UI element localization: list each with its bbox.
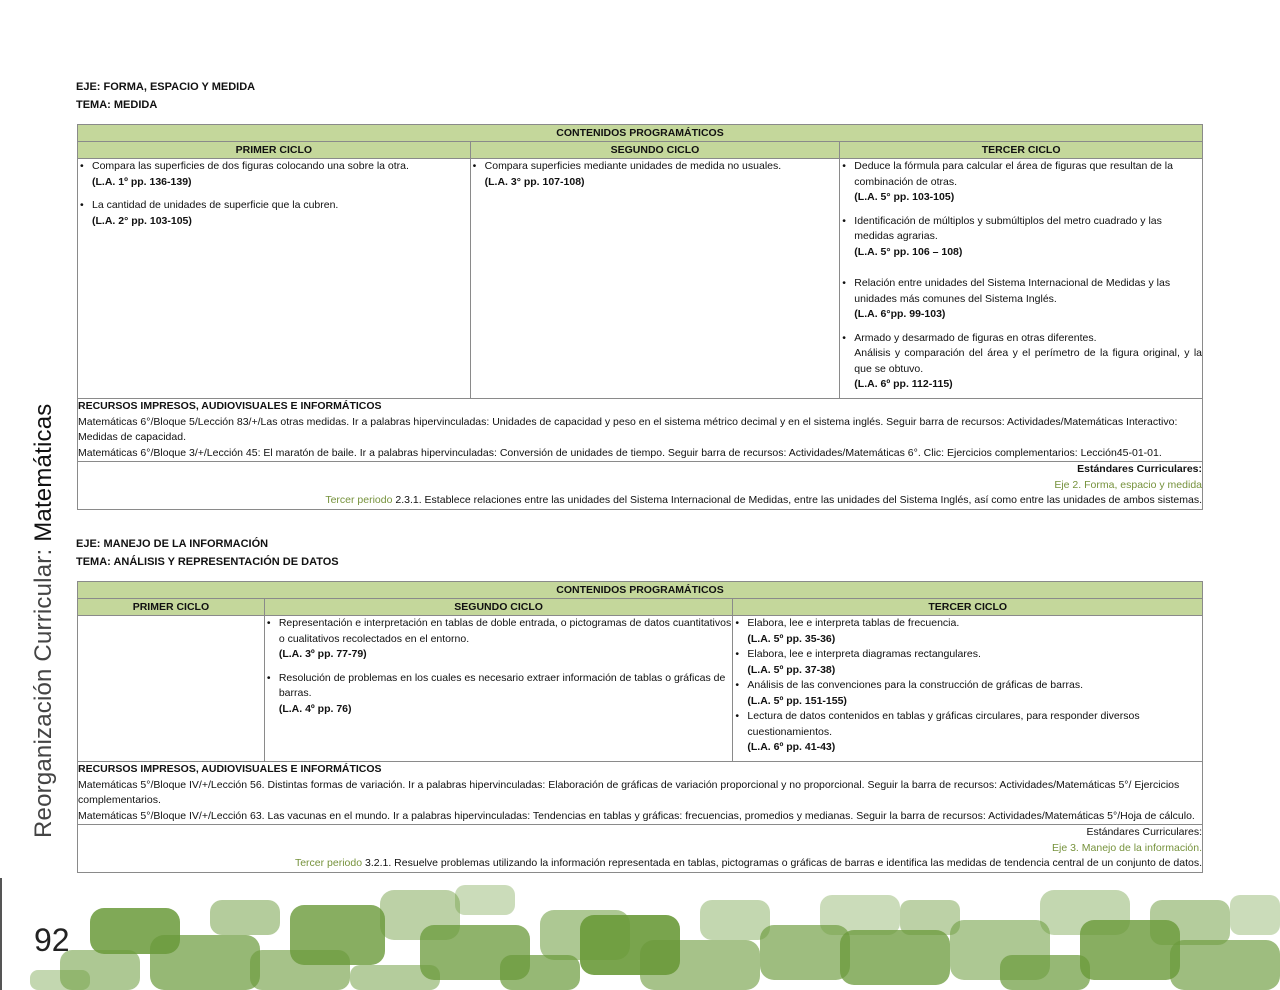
list-item: • Deduce la fórmula para calcular el área de figuras que resultan de la combinación de otras. (L.A. 5° pp. 103-105)	[840, 159, 1202, 206]
resource-item: Matemáticas 6°/Bloque 5/Lección 83/+/Las otras medidas. Ir a palabras hipervinculadas: Unidades de capacidad y peso en el sistema métrico decimal y en el sistema inglés. Seguir barra de recursos: Actividades/Matemáticas Interactivo: Medidas de capacidad.	[78, 415, 1178, 443]
sidebar-title: Reorganización Curricular: Matemáticas	[30, 403, 57, 838]
list-item: • Identificación de múltiplos y submúltiplos del metro cuadrado y las medidas agrarias. (L.A. 5° pp. 106 – 108)	[840, 214, 1202, 261]
section1-col2-cell	[470, 159, 840, 399]
section1-resources	[78, 399, 1203, 462]
section1-col3-cell	[840, 159, 1203, 399]
footer-decoration	[0, 880, 1280, 990]
standards-label: Estándares Curriculares:	[1086, 826, 1202, 838]
standards-period: Tercer periodo	[325, 494, 393, 506]
section2-col2-header: SEGUNDO CICLO	[264, 599, 733, 616]
section1-standards	[78, 462, 1203, 510]
page-number: 92	[34, 922, 70, 958]
section2-col2-cell	[264, 616, 733, 762]
resource-item: Matemáticas 5°/Bloque IV/+/Lección 63. Las vacunas en el mundo. Ir a palabras hipervinculadas: Tendencias en tablas y gráficas: frecuencias, promedios y medianas. Seguir la barra de recursos: Actividades/Matemáticas 5°/Hoja de cálculo.	[78, 809, 1195, 822]
standards-statement	[78, 856, 1202, 872]
section2-standards	[78, 825, 1203, 873]
section1-col3-header: TERCER CICLO	[840, 142, 1203, 159]
list-item: • Elabora, lee e interpreta diagramas rectangulares. (L.A. 5º pp. 37-38)	[733, 647, 1202, 678]
list-item: • Compara las superficies de dos figuras colocando una sobre la otra. (L.A. 1º pp. 136-139)	[78, 159, 470, 190]
section1-table	[77, 124, 1203, 510]
section2-resources	[78, 762, 1203, 825]
standards-eje: Eje 3. Manejo de la información.	[1052, 841, 1202, 854]
section2-col1-cell	[78, 616, 265, 762]
list-item: • Compara superficies mediante unidades de medida no usuales. (L.A. 3° pp. 107-108)	[471, 159, 840, 190]
resource-item: Matemáticas 6°/Bloque 3/+/Lección 45: El maratón de baile. Ir a palabras hipervinculadas: Conversión de unidades de tiempo. Seguir barra de recursos: Actividades/Matemáticas 6°. Clic: Ejercicios complementarios: Lección45-01-01.	[78, 446, 1162, 459]
standards-period: Tercer periodo	[294, 857, 363, 869]
section1-table-title: CONTENIDOS PROGRAMÁTICOS	[78, 125, 1203, 142]
list-item: • Elabora, lee e interpreta tablas de frecuencia. (L.A. 5º pp. 35-36)	[733, 616, 1202, 647]
section2-tema: TEMA: ANÁLISIS Y REPRESENTACIÓN DE DATOS	[76, 556, 339, 568]
section2-table	[77, 581, 1203, 873]
standards-text: 3.2.1. Resuelve problemas utilizando la información representada en tablas, pictogramas o gráficas de barras e identifica las medidas de tendencia central de un conjunto de datos.	[362, 857, 1202, 869]
section1-eje: EJE: FORMA, ESPACIO Y MEDIDA	[76, 81, 256, 93]
section2-col3-header: TERCER CICLO	[733, 599, 1203, 616]
standards-statement	[78, 493, 1202, 509]
resource-item: Matemáticas 5°/Bloque IV/+/Lección 56. Distintas formas de variación. Ir a palabras hipervinculadas: Elaboración de gráficas de variación proporcional y no proporcional. Seguir la barra de recursos: Actividades/Matemáticas 5°/ Ejercicios complementarios.	[78, 778, 1180, 806]
section1-col1-cell	[78, 159, 471, 399]
list-item: • La cantidad de unidades de superficie que la cubren. (L.A. 2° pp. 103-105)	[78, 198, 470, 229]
resources-title: RECURSOS IMPRESOS, AUDIOVISUALES E INFORMÁTICOS	[78, 763, 382, 775]
section1-col1-header: PRIMER CICLO	[78, 142, 471, 159]
standards-label: Estándares Curriculares:	[1077, 463, 1202, 475]
list-item: • Relación entre unidades del Sistema Internacional de Medidas y las unidades más comunes del Sistema Inglés. (L.A. 6°pp. 99-103)	[840, 276, 1202, 323]
sidebar-subject: Matemáticas	[30, 403, 57, 542]
list-item: • Lectura de datos contenidos en tablas y gráficas circulares, para responder diversos cuestionamientos. (L.A. 6º pp. 41-43)	[733, 709, 1202, 756]
section2-col3-cell	[733, 616, 1203, 762]
section2-table-title: CONTENIDOS PROGRAMÁTICOS	[78, 582, 1203, 599]
standards-eje: Eje 2. Forma, espacio y medida	[1054, 478, 1202, 491]
list-item: • Representación e interpretación en tablas de doble entrada, o pictogramas de datos cuantitativos o cualitativos recolectados en el entorno. (L.A. 3º pp. 77-79)	[265, 616, 733, 663]
section1-tema: TEMA: MEDIDA	[76, 99, 158, 111]
section1-col2-header: SEGUNDO CICLO	[470, 142, 840, 159]
section2-col1-header: PRIMER CICLO	[78, 599, 265, 616]
list-item: • Resolución de problemas en los cuales es necesario extraer información de tablas o gráficas de barras. (L.A. 4º pp. 76)	[265, 671, 733, 718]
section2-eje: EJE: MANEJO DE LA INFORMACIÓN	[76, 538, 269, 550]
list-item: • Análisis de las convenciones para la construcción de gráficas de barras. (L.A. 5º pp. 151-155)	[733, 678, 1202, 709]
standards-text: 2.3.1. Establece relaciones entre las unidades del Sistema Internacional de Medidas, entre las unidades del Sistema Inglés, así como entre las unidades de ambos sistemas.	[392, 494, 1202, 506]
list-item: • Armado y desarmado de figuras en otras diferentes. Análisis y comparación del área y el perímetro de la figura original, y la que se obtuvo. (L.A. 6º pp. 112-115)	[840, 331, 1202, 393]
resources-title: RECURSOS IMPRESOS, AUDIOVISUALES E INFORMÁTICOS	[78, 400, 382, 412]
